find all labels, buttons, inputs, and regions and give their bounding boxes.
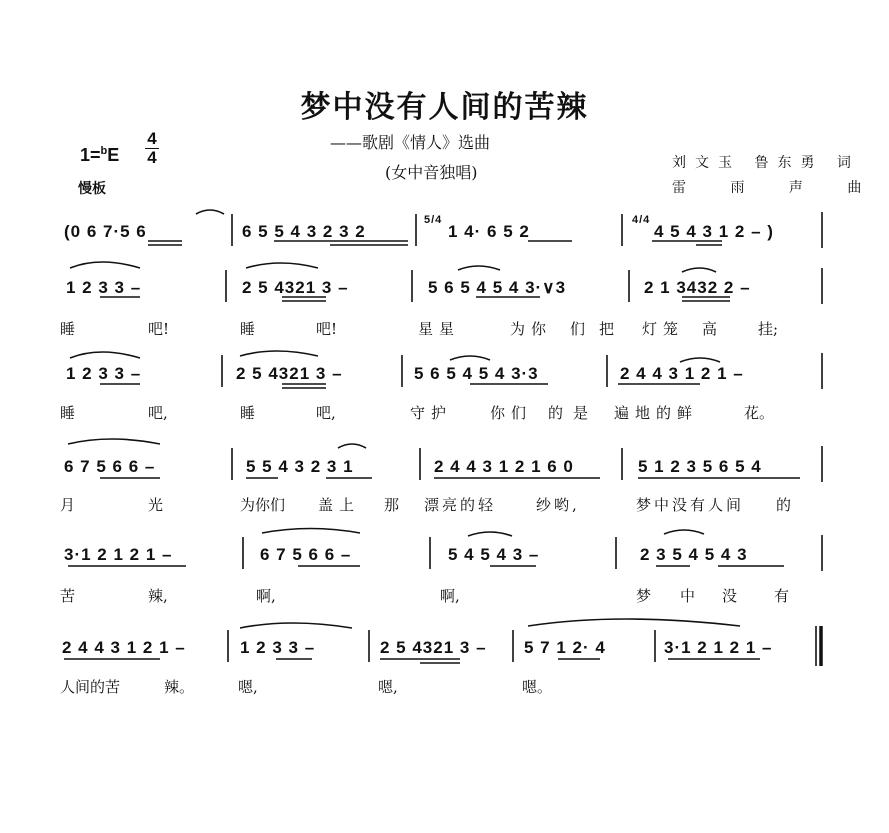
lyric-line-5-5: 梦 [636, 587, 652, 605]
lyric-line-5-2: 辣, [148, 587, 168, 605]
lyric-line-3-5: 守护 [410, 404, 453, 422]
score-line-2-measure-2: 2 5 4321 3 – [242, 278, 349, 297]
lyric-line-6-5: 嗯。 [522, 678, 553, 696]
score-line-5-measure-1: 3·1 2 1 2 1 – [64, 545, 173, 564]
score-line-4-measure-4: 5 1 2 3 5 6 5 4 [638, 457, 762, 476]
score-line-1-timesig-2: 4/4 [632, 214, 651, 226]
score-line-1-timesig-1: 5/4 [424, 214, 443, 226]
score-line-6-measure-4: 5 7 1 2· 4 [524, 638, 606, 657]
lyric-line-4-3: 为你们 [240, 496, 286, 514]
lyric-line-4-6: 漂亮的轻 [424, 496, 497, 514]
lyric-line-4-1: 月 [60, 496, 76, 514]
lyric-line-2-1: 睡 [60, 320, 76, 338]
lyric-line-2-10: 挂; [758, 320, 779, 338]
performer-note: (女中音独唱) [385, 163, 478, 182]
lyric-line-4-4: 盖上 [318, 496, 361, 514]
lyric-line-5-4: 啊, [440, 587, 460, 605]
lyric-line-3-1: 睡 [60, 404, 76, 422]
lyric-line-4-8: 梦中没有人间 [636, 496, 745, 514]
score-line-4-measure-2: 5 5 4 3 2 3 1 [246, 457, 354, 476]
lyric-line-6-3: 嗯, [238, 678, 258, 696]
lyric-line-3-2: 吧, [148, 404, 168, 422]
score-line-3-measure-2: 2 5 4321 3 – [236, 364, 343, 383]
lyric-line-2-2: 吧! [148, 320, 170, 338]
lyric-line-5-6: 中 [680, 587, 696, 605]
score-line-6-measure-1: 2 4 4 3 1 2 1 – [62, 638, 186, 657]
score-line-1-measure-4: 4 5 4 3 1 2 – ) [654, 222, 774, 241]
time-signature-top: 4 [147, 129, 157, 148]
lyric-line-3-6: 你们 [490, 404, 533, 422]
lyric-line-2-6: 为你 [510, 320, 553, 338]
score-line-6-measure-3: 2 5 4321 3 – [380, 638, 487, 657]
lyric-line-4-9: 的 [776, 496, 792, 514]
score-line-6-measure-5: 3·1 2 1 2 1 – [664, 638, 773, 657]
lyric-line-2-3: 睡 [240, 320, 256, 338]
score-line-5-measure-3: 5 4 5 4 3 – [448, 545, 540, 564]
lyric-line-5-7: 没 [722, 587, 738, 605]
lyric-line-5-8: 有 [774, 587, 790, 605]
lyric-line-5-3: 啊, [256, 587, 276, 605]
lyric-line-2-9: 高 [702, 320, 718, 338]
score-line-1-measure-2: 6 5 5 4 3 2 3 2 [242, 222, 366, 241]
score-line-1-measure-1: (0 6 7·5 6 [64, 222, 147, 241]
lyric-line-2-7: 们把 [570, 320, 629, 338]
key-prefix: 1= [80, 145, 101, 165]
score-line-5-measure-4: 2 3 5 4 5 4 3 [640, 545, 748, 564]
score-line-2-measure-1: 1 2 3 3 – [66, 278, 142, 297]
lyric-line-2-4: 吧! [316, 320, 338, 338]
lyric-line-4-2: 光 [148, 496, 164, 514]
key-flat: b [100, 145, 108, 157]
lyric-line-3-8: 遍地的鲜 [614, 404, 699, 422]
lyric-line-2-8: 灯笼 [642, 320, 685, 338]
score-line-2-measure-3: 5 6 5 4 5 4 3·∨3 [428, 278, 567, 297]
lyric-line-6-1: 人间的苦 [60, 678, 121, 696]
score-line-5-measure-2: 6 7 5 6 6 – [260, 545, 352, 564]
lyric-line-6-2: 辣。 [164, 678, 195, 696]
lyric-line-4-7: 纱哟, [536, 496, 580, 514]
score-line-4-measure-3: 2 4 4 3 1 2 1 6 0 [434, 457, 574, 476]
score-line-2-measure-4: 2 1 3432 2 – [644, 278, 751, 297]
tempo-marking: 慢板 [78, 181, 106, 197]
composer-credit: 雷 雨 声 曲 [672, 180, 882, 196]
lyricist-credit: 刘文玉 鲁东勇 词 [672, 155, 860, 171]
score-line-3-measure-1: 1 2 3 3 – [66, 364, 142, 383]
score-line-4-measure-1: 6 7 5 6 6 – [64, 457, 156, 476]
lyric-line-4-5: 那 [384, 496, 400, 514]
lyric-line-2-5: 星星 [418, 320, 461, 338]
lyric-line-3-7: 的是 [548, 404, 599, 422]
score-line-3-measure-3: 5 6 5 4 5 4 3·3 [414, 364, 539, 383]
time-signature-bottom: 4 [147, 148, 157, 167]
lyric-line-3-4: 吧, [316, 404, 336, 422]
score-line-3-measure-4: 2 4 4 3 1 2 1 – [620, 364, 744, 383]
score-line-1-measure-3: 1 4· 6 5 2 [448, 222, 530, 241]
lyric-line-5-1: 苦 [60, 587, 76, 605]
song-subtitle: ——歌剧《情人》选曲 [330, 133, 491, 152]
lyric-line-3-3: 睡 [240, 404, 256, 422]
lyric-line-6-4: 嗯, [378, 678, 398, 696]
song-title: 梦中没有人间的苦辣 [300, 90, 589, 125]
key-note: E [107, 145, 120, 165]
lyric-line-3-9: 花。 [744, 404, 775, 422]
score-line-6-measure-2: 1 2 3 3 – [240, 638, 316, 657]
